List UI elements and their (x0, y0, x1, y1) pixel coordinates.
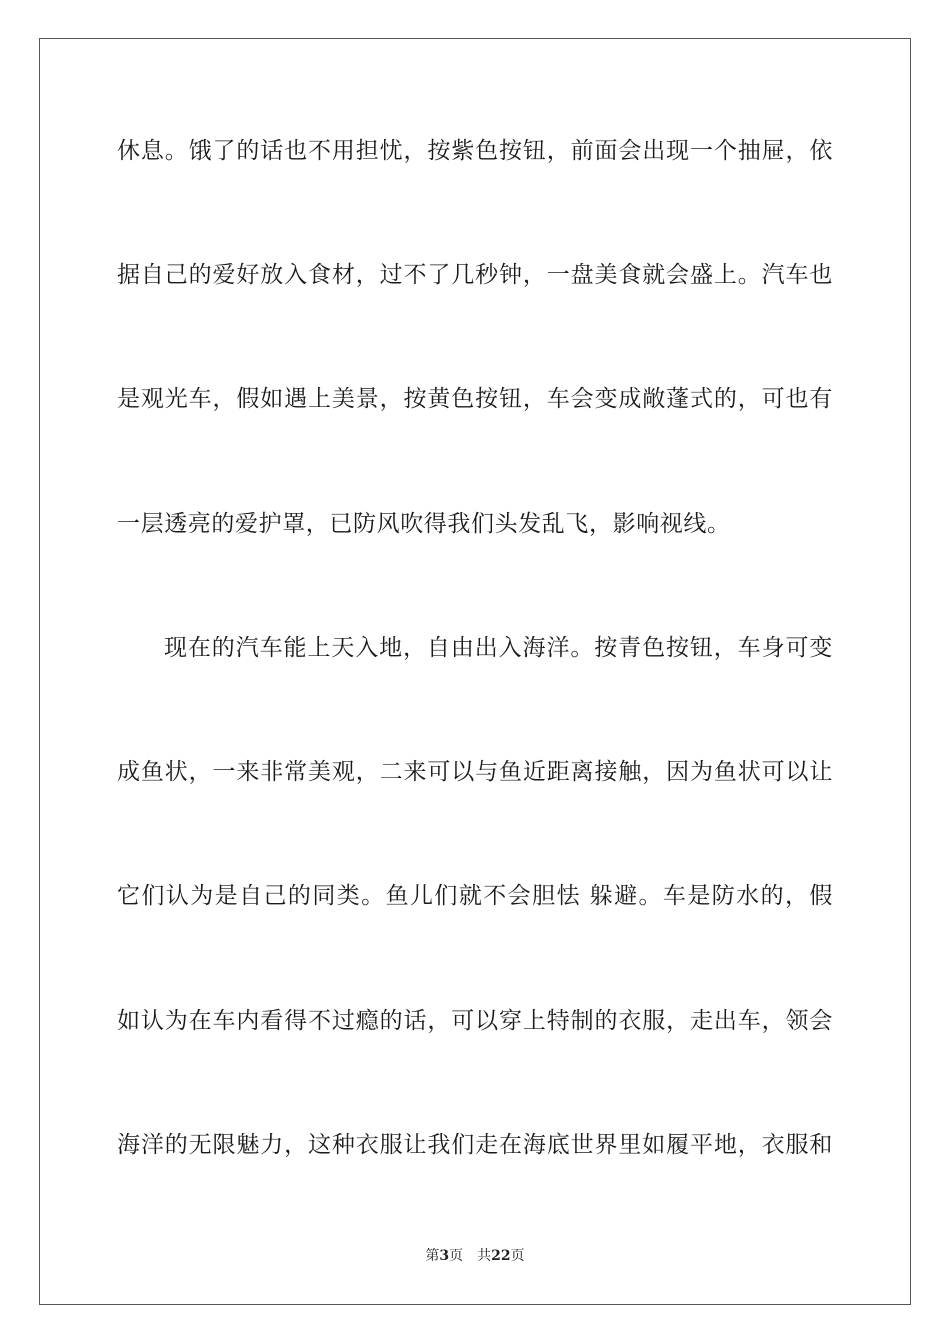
page-number: 3 (439, 1248, 450, 1264)
text-line-3: 是观光车，假如遇上美景，按黄色按钮，车会变成敞蓬式的，可也有 (117, 386, 833, 412)
total-suffix: 页 (510, 1248, 525, 1264)
text-line-8: 如认为在车内看得不过瘾的话，可以穿上特制的衣服，走出车，领会 (117, 1008, 833, 1034)
total-prefix: 共 (477, 1248, 492, 1264)
total-pages: 22 (491, 1248, 511, 1264)
text-line-2: 据自己的爱好放入食材，过不了几秒钟，一盘美食就会盛上。汽车也 (117, 262, 833, 288)
page-footer (0, 1247, 950, 1265)
page-suffix: 页 (449, 1248, 464, 1264)
text-line-1: 休息。饿了的话也不用担忧，按紫色按钮，前面会出现一个抽屉，依 (117, 138, 833, 164)
page-prefix: 第 (425, 1248, 440, 1264)
text-line-7: 它们认为是自己的同类。鱼儿们就不会胆怯 躲避。车是防水的，假 (117, 883, 833, 909)
page-border (39, 38, 911, 1305)
text-line-6: 成鱼状，一来非常美观，二来可以与鱼近距离接触，因为鱼状可以让 (117, 759, 833, 785)
text-line-4: 一层透亮的爱护罩，已防风吹得我们头发乱飞，影响视线。 (117, 511, 731, 537)
text-line-9: 海洋的无限魅力，这种衣服让我们走在海底世界里如履平地，衣服和 (117, 1132, 833, 1158)
text-line-5-paragraph-start: 现在的汽车能上天入地，自由出入海洋。按青色按钮，车身可变 (164, 635, 833, 661)
